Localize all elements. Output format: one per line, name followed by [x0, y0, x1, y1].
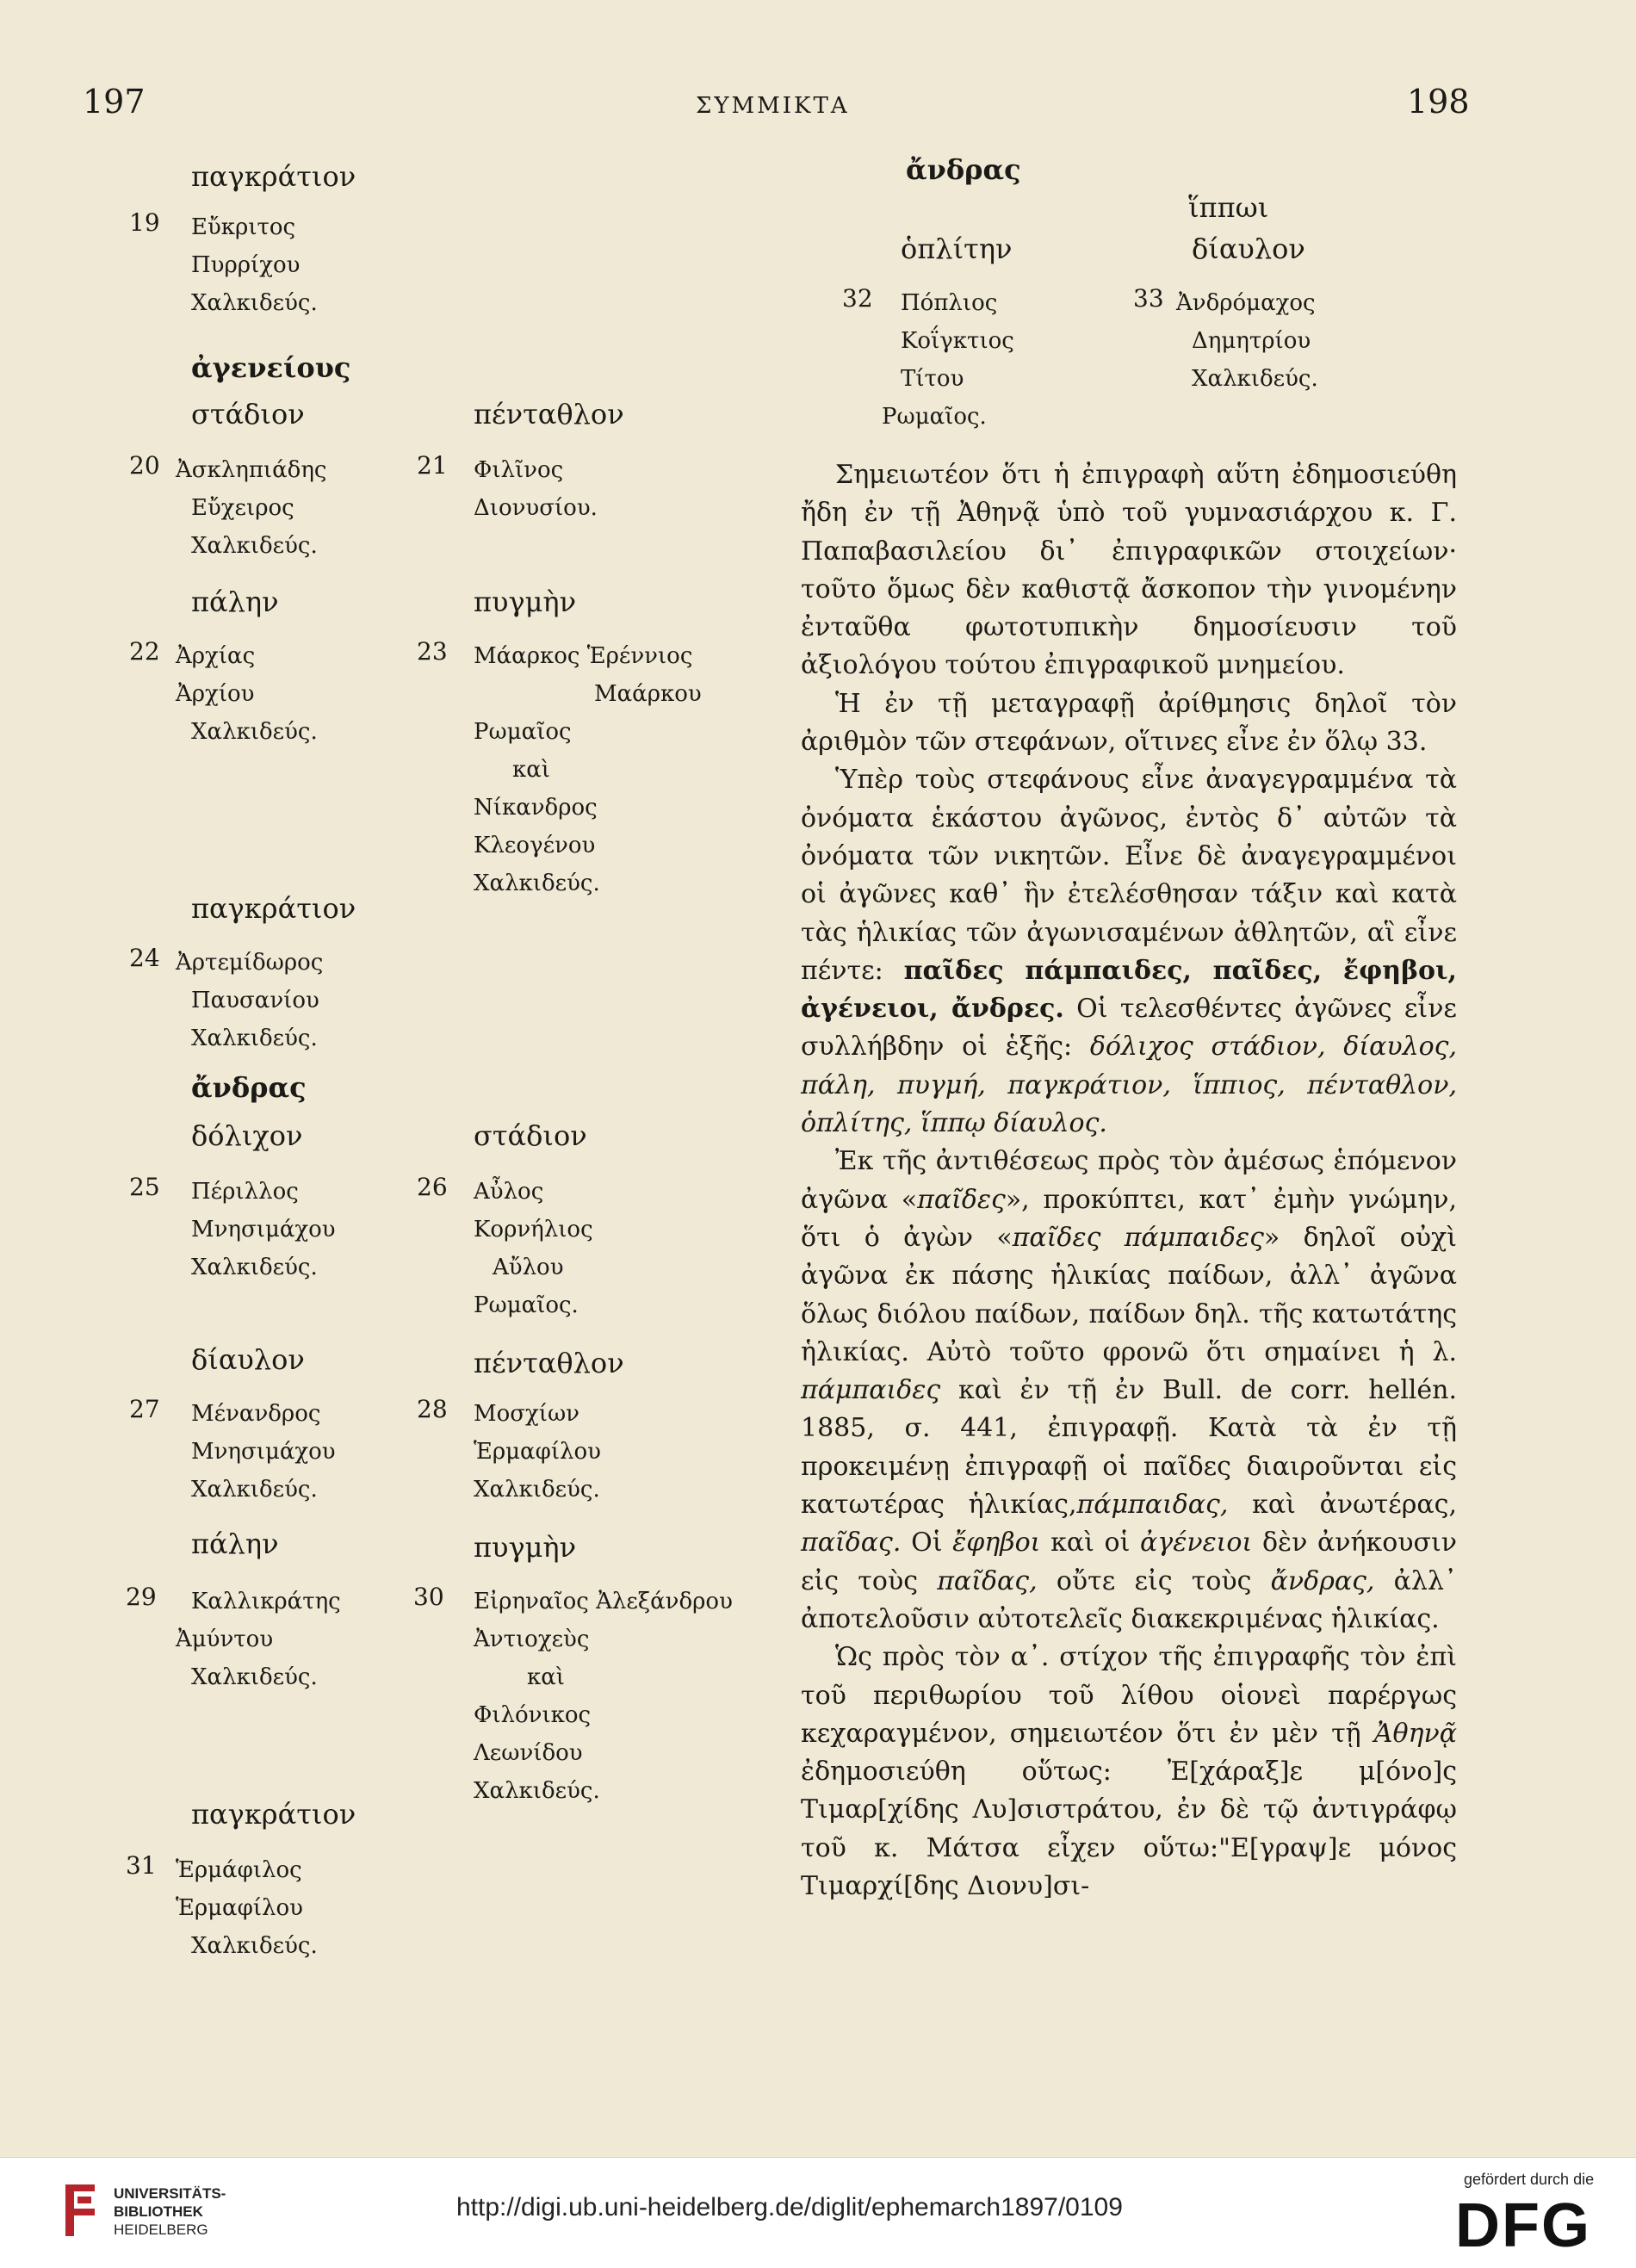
entry-origin: Ἀντιοχεὺς [474, 1627, 590, 1652]
entry-origin: Χαλκιδεύς. [191, 1933, 318, 1959]
entry-number: 33 [1133, 284, 1164, 313]
section-heading: παγκράτιον [191, 160, 356, 193]
entry-name: Πόπλιος [901, 290, 998, 316]
entry-origin: Χαλκιδεύς. [191, 533, 318, 559]
italic-term: παῖδας. [801, 1527, 902, 1558]
entry-number: 21 [417, 451, 448, 480]
entry-name: Κορνήλιος [474, 1217, 593, 1242]
entry-name: Αὖλος [474, 1179, 544, 1205]
footer-divider [0, 2157, 1636, 2158]
entry-origin: Χαλκιδεύς. [191, 719, 318, 745]
entry-name: Εἰρηναῖος Ἀλεξάνδρου [474, 1589, 733, 1614]
entry-number: 30 [413, 1583, 444, 1611]
entry-name: Νίκανδρος [474, 795, 598, 821]
paragraph-text: Οἱ [911, 1527, 943, 1558]
entry-origin: Ρωμαῖος. [474, 1292, 579, 1318]
paragraph-text: Ὡς πρὸς τὸν α᾽. στίχον τῆς ἐπιγραφῆς τὸν ἐπὶ τοῦ περιθωρίου τοῦ λίθου οἱονεὶ παρέργως κεχαραγμένον, σημειωτέον ὅτι ἐν μὲν τῇ [801, 1642, 1457, 1749]
entry-number: 29 [126, 1583, 157, 1611]
entry-number: 26 [417, 1173, 448, 1201]
entry-origin: Χαλκιδεύς. [1192, 366, 1318, 392]
entry-name: Μένανδρος [191, 1401, 321, 1427]
entry-origin: Χαλκιδεύς. [191, 1664, 318, 1690]
entry-patronymic: Ἀρχίου [176, 681, 255, 707]
entry-origin: Χαλκιδεύς. [474, 871, 600, 896]
entry-name: Κοΐγκτιος [901, 328, 1014, 354]
logo-line: BIBLIOTHEK [114, 2203, 203, 2220]
entry-name: Ἀνδρόμαχος [1176, 290, 1316, 316]
logo-line: HEIDELBERG [114, 2222, 208, 2238]
entry-number: 20 [129, 451, 160, 480]
entry-patronymic: Ἑρμαφίλου [474, 1439, 601, 1465]
logo-line: UNIVERSITÄTS- [114, 2185, 226, 2202]
italic-term: πάμπαιδες [801, 1375, 941, 1406]
italic-term: παῖδες πάμπαιδες [1012, 1222, 1264, 1253]
digitization-footer [0, 2157, 1636, 2268]
section-heading: δίαυλον [191, 1343, 305, 1376]
section-heading: δόλιχον [191, 1119, 303, 1152]
paragraph-text: ἀλλ᾽ ἀποτελοῦσιν αὐτοτελεῖς διακεκριμένας ἡλικίας. [801, 1565, 1457, 1634]
italic-term: Ἀθηνᾷ [1373, 1718, 1457, 1749]
entry-number: 24 [129, 944, 160, 972]
entry-conjunction: καὶ [512, 757, 551, 783]
entry-origin: Χαλκιδεύς. [191, 1255, 318, 1280]
paragraph [801, 1143, 1457, 1639]
paragraph [801, 761, 1457, 1143]
entry-name: Φιλῖνος [474, 457, 564, 483]
paragraph-text: » δηλοῖ οὐχὶ ἀγῶνα ἐκ πάσης ἡλικίας παίδων, ἀλλ᾽ ἀγῶνα ὅλως διόλου παίδων, παίδων δηλ. τῆς κατωτάτης ἡλικίας. Αὐτὸ τοῦτο φρονῶ ὅτι σημαίνει ἡ λ. [801, 1222, 1457, 1367]
paragraph [801, 1639, 1457, 1905]
entry-origin: Ρωμαῖος. [882, 404, 987, 430]
italic-term: ἔφηβοι [952, 1527, 1041, 1558]
entry-name: Καλλικράτης [191, 1589, 341, 1614]
entry-patronymic: Δημητρίου [1192, 328, 1311, 354]
page-number-left: 197 [83, 83, 146, 121]
entry-patronymic: Εὔχειρος [191, 495, 294, 521]
paragraph-text: καὶ ἀνωτέρας, [1252, 1490, 1457, 1521]
paragraph-text: καὶ ἐν τῇ ἐν Bull. de corr. hellén. 1885, σ. 441, ἐπιγραφῇ. Κατὰ τὰ ἐν τῇ προκειμένῃ ἐπιγραφῇ οἱ παῖδες διαιροῦνται εἰς κατωτέρας ἡλικίας, [801, 1375, 1457, 1521]
paragraph-text: οὔτε εἰς τοὺς [1056, 1565, 1252, 1596]
section-heading: πάλην [191, 1527, 279, 1560]
section-heading: δίαυλον [1192, 232, 1305, 265]
age-category-heading: ἄνδρας [906, 153, 1021, 186]
entry-name: Εὔκριτος [191, 214, 296, 240]
entry-origin: Χαλκιδεύς. [474, 1477, 600, 1503]
italic-term: παῖδες [917, 1184, 1006, 1215]
section-heading: ἵππωι [1188, 191, 1269, 224]
entry-origin: Ρωμαῖος [474, 719, 572, 745]
entry-patronymic: Κλεογένου [474, 833, 596, 858]
section-heading: στάδιον [191, 398, 305, 431]
section-heading: πένταθλον [474, 1347, 624, 1379]
paragraph-text: ἐδημοσιεύθη οὕτως: Ἐ[χάραξ]ε μ[όνο]ς Τιμαρ[χίδης Λυ]σιστράτου, ἐν δὲ τῷ ἀντιγράφῳ τοῦ κ. Μάτσα εἶχεν οὕτω:"Ε[γραψ]ε μόνος Τιμαρχί[δης Διονυ]σι- [801, 1757, 1457, 1901]
entry-number: 27 [129, 1395, 160, 1423]
entry-number: 22 [129, 637, 160, 666]
page-number-right: 198 [1407, 83, 1470, 121]
section-heading: πένταθλον [474, 398, 624, 431]
entry-origin: Χαλκιδεύς. [191, 1477, 318, 1503]
entry-number: 32 [842, 284, 873, 313]
age-category-heading: ἀγενείους [191, 351, 351, 384]
paragraph: Σημειωτέον ὅτι ἡ ἐπιγραφὴ αὕτη ἐδημοσιεύθη ἤδη ἐν τῇ Ἀθηνᾷ ὑπὸ τοῦ γυμνασιάρχου κ. Γ. Παπαβασιλείου δι᾽ ἐπιγραφικῶν στοιχείων· τοῦτο ὅμως δὲν καθιστᾷ ἄσκοπον τὴν γινομένην ἐνταῦθα φωτοτυπικὴν δημοσίευσιν τοῦ ἀξιολόγου τούτου ἐπιγραφικοῦ μνημείου. [801, 460, 1457, 681]
entry-patronymic: Ἑρμαφίλου [176, 1895, 303, 1921]
entry-origin: Χαλκιδεύς. [191, 1026, 318, 1051]
italic-term: παῖδας, [937, 1565, 1038, 1596]
paragraph-text: Ἐκ τῆς ἀντιθέσεως πρὸς τὸν ἀμέσως ἑπόμενον ἀγῶνα « [801, 1146, 1457, 1215]
section-heading: πυγμὴν [474, 586, 577, 618]
entry-origin: Χαλκιδεύς. [191, 290, 318, 316]
entry-name: Ἀρτεμίδωρος [176, 950, 324, 976]
library-logo-icon [57, 2174, 103, 2246]
entry-patronymic: Αὔλου [493, 1255, 564, 1280]
contests-italic: δόλιχος στάδιον, δίαυλος, πάλη, πυγμή, παγκράτιον, ἵππιος, πένταθλον, ὁπλίτης, ἵππῳ δίαυλος. [801, 1032, 1457, 1139]
paragraph-text: καὶ οἱ [1050, 1527, 1131, 1558]
entry-name: Ἀρχίας [176, 643, 256, 669]
entry-conjunction: καὶ [527, 1664, 566, 1690]
entry-patronymic: Λεωνίδου [474, 1740, 583, 1766]
entry-number: 25 [129, 1173, 160, 1201]
entry-patronymic: Μαάρκου [594, 681, 702, 707]
entry-patronymic: Ἀμύντου [176, 1627, 274, 1652]
italic-term: ἄνδρας, [1270, 1565, 1375, 1596]
section-heading: πάλην [191, 586, 279, 618]
entry-name: Πέριλλος [191, 1179, 299, 1205]
section-heading: πυγμὴν [474, 1531, 577, 1564]
entry-patronymic: Μνησιμάχου [191, 1217, 336, 1242]
funding-note: gefördert durch die [1464, 2171, 1595, 2188]
paragraph-text: Ὑπὲρ τοὺς στεφάνους εἶνε ἀναγεγραμμένα τὰ ὀνόματα ἑκάστου ἀγῶνος, ἐντὸς δ᾽ αὐτῶν τὰ ὀνόματα τῶν νικητῶν. Εἶνε δὲ ἀναγεγραμμένοι οἱ ἀγῶνες καθ᾽ ἣν ἐτελέσθησαν τάξιν καὶ κατὰ τὰς ἡλικίας τῶν ἀγωνισαμένων ἀθλητῶν, αἳ εἶνε πέντε: [801, 765, 1457, 986]
entry-name: Φιλόνικος [474, 1702, 592, 1728]
section-heading: παγκράτιον [191, 1798, 356, 1831]
section-heading: ὁπλίτην [901, 232, 1013, 265]
commentary-text [801, 456, 1457, 1905]
section-heading: παγκράτιον [191, 892, 356, 925]
entry-number: 28 [417, 1395, 448, 1423]
entry-name: Ἀσκληπιάδης [176, 457, 327, 483]
age-category-heading: ἄνδρας [191, 1071, 307, 1104]
dfg-logo: DFG [1455, 2191, 1591, 2260]
paragraph-text: », προκύπτει, κατ᾽ ἐμὴν γνώμην, ὅτι ὁ ἀγὼν « [801, 1184, 1457, 1253]
entry-name: Ἑρμάφιλος [176, 1857, 302, 1883]
entry-patronymic: Τίτου [901, 366, 964, 392]
section-heading: στάδιον [474, 1119, 587, 1152]
entry-origin: Χαλκιδεύς. [474, 1778, 600, 1804]
entry-patronymic: Παυσανίου [191, 988, 319, 1013]
italic-term: ἀγένειοι [1140, 1527, 1253, 1558]
permalink-url[interactable]: http://digi.ub.uni-heidelberg.de/diglit/ephemarch1897/0109 [456, 2193, 1123, 2222]
entry-number: 31 [126, 1851, 157, 1880]
paragraph-text: Οἱ τελεσθέντες ἀγῶνες εἶνε συλλήβδην οἱ ἑξῆς: [801, 994, 1457, 1063]
entry-patronymic: Πυρρίχου [191, 252, 301, 278]
library-logo-text [114, 2184, 226, 2239]
entry-patronymic: Μνησιμάχου [191, 1439, 336, 1465]
paragraph-text: δὲν ἀνήκουσιν εἰς τοὺς [801, 1527, 1458, 1596]
age-categories-bold: παῖδες πάμπαιδες, παῖδες, ἔφηβοι, ἀγένειοι, ἄνδρες. [801, 955, 1458, 1025]
paragraph: Ἡ ἐν τῇ μεταγραφῇ ἀρίθμησις δηλοῖ τὸν ἀριθμὸν τῶν στεφάνων, οἵτινες εἶνε ἐν ὅλῳ 33. [801, 688, 1457, 758]
running-title: ΣΥΜΜΙΚΤΑ [696, 93, 850, 119]
entry-name: Μοσχίων [474, 1401, 579, 1427]
entry-name: Μάαρκος Ἑρέννιος [474, 643, 693, 669]
entry-patronymic: Διονυσίου. [474, 495, 598, 521]
entry-number: 23 [417, 637, 448, 666]
italic-term: πάμπαιδας, [1076, 1490, 1229, 1521]
entry-number: 19 [129, 208, 160, 237]
